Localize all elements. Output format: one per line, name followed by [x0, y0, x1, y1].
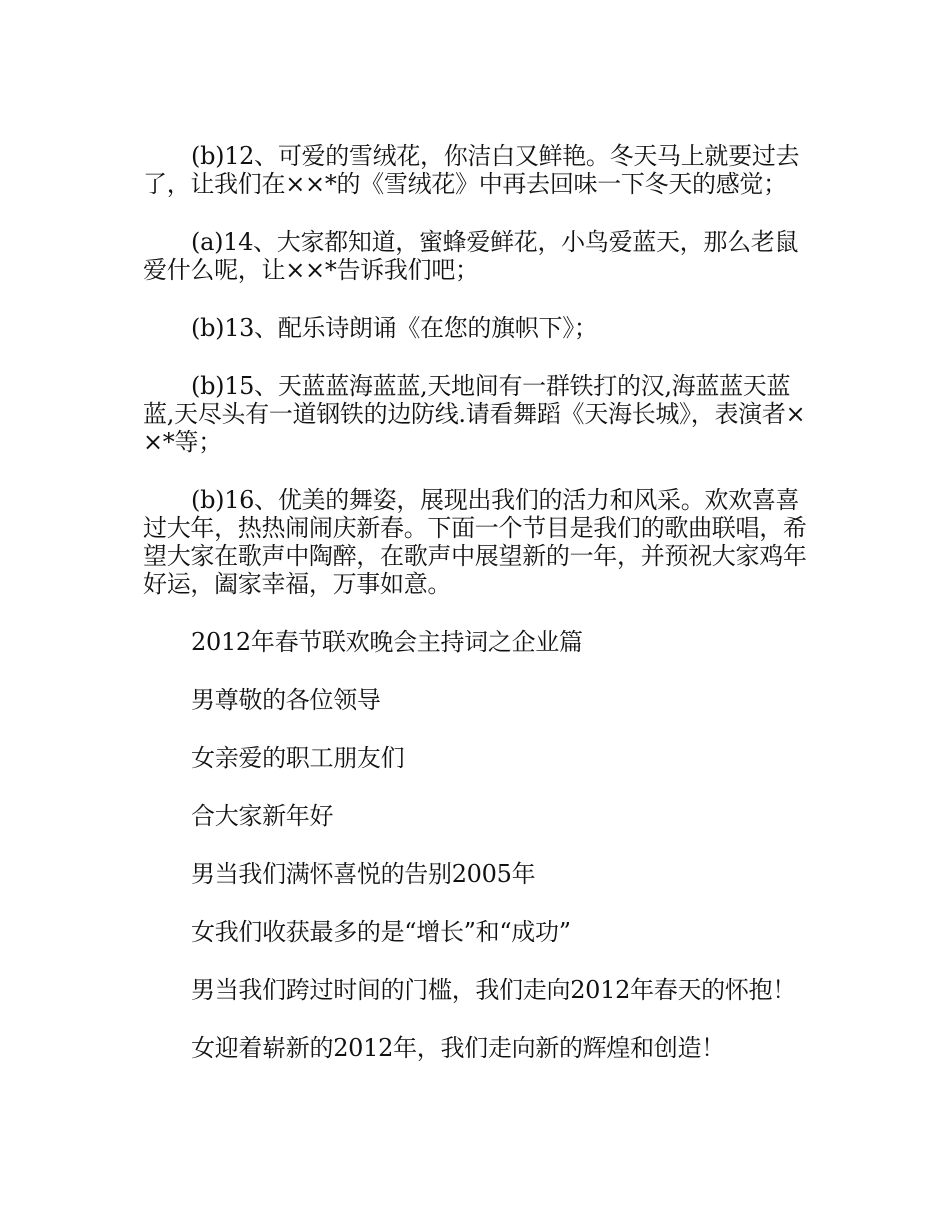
dialogue-line: 合大家新年好 [191, 802, 334, 830]
dialogue-line: 女亲爱的职工朋友们 [191, 744, 405, 772]
dialogue-line: 女迎着崭新的2012年，我们走向新的辉煌和创造！ [191, 1034, 725, 1062]
dialogue-line: 女我们收获最多的是“增长”和“成功” [191, 918, 571, 946]
dialogue-line: 男当我们跨过时间的门槛，我们走向2012年春天的怀抱！ [191, 976, 796, 1004]
document-body [143, 142, 815, 1092]
paragraph-program-16: (b)16、优美的舞姿，展现出我们的活力和风采。欢欢喜喜过大年，热热闹闹庆新春。下面一个节目是我们的歌曲联唱，希望大家在歌声中陶醉，在歌声中展望新的一年，并预祝大家鸡年好运，阖家幸福，万事如意。 [143, 486, 807, 598]
section-heading: 2012年春节联欢晚会主持词之企业篇 [191, 628, 583, 656]
paragraph-program-15: (b)15、天蓝蓝海蓝蓝,天地间有一群铁打的汉,海蓝蓝天蓝蓝,天尽头有一道钢铁的边防线.请看舞蹈《天海长城》，表演者××*等； [143, 372, 806, 456]
dialogue-line: 男当我们满怀喜悦的告别2005年 [191, 860, 536, 888]
paragraph-program-14: (a)14、大家都知道，蜜蜂爱鲜花，小鸟爱蓝天，那么老鼠爱什么呢，让××*告诉我们吧； [143, 228, 799, 284]
dialogue-line: 男尊敬的各位领导 [191, 686, 381, 714]
paragraph-program-13: (b)13、配乐诗朗诵《在您的旗帜下》； [191, 314, 598, 342]
paragraph-program-12: (b)12、可爱的雪绒花，你洁白又鲜艳。冬天马上就要过去了，让我们在××*的《雪绒花》中再去回味一下冬天的感觉； [143, 142, 800, 198]
